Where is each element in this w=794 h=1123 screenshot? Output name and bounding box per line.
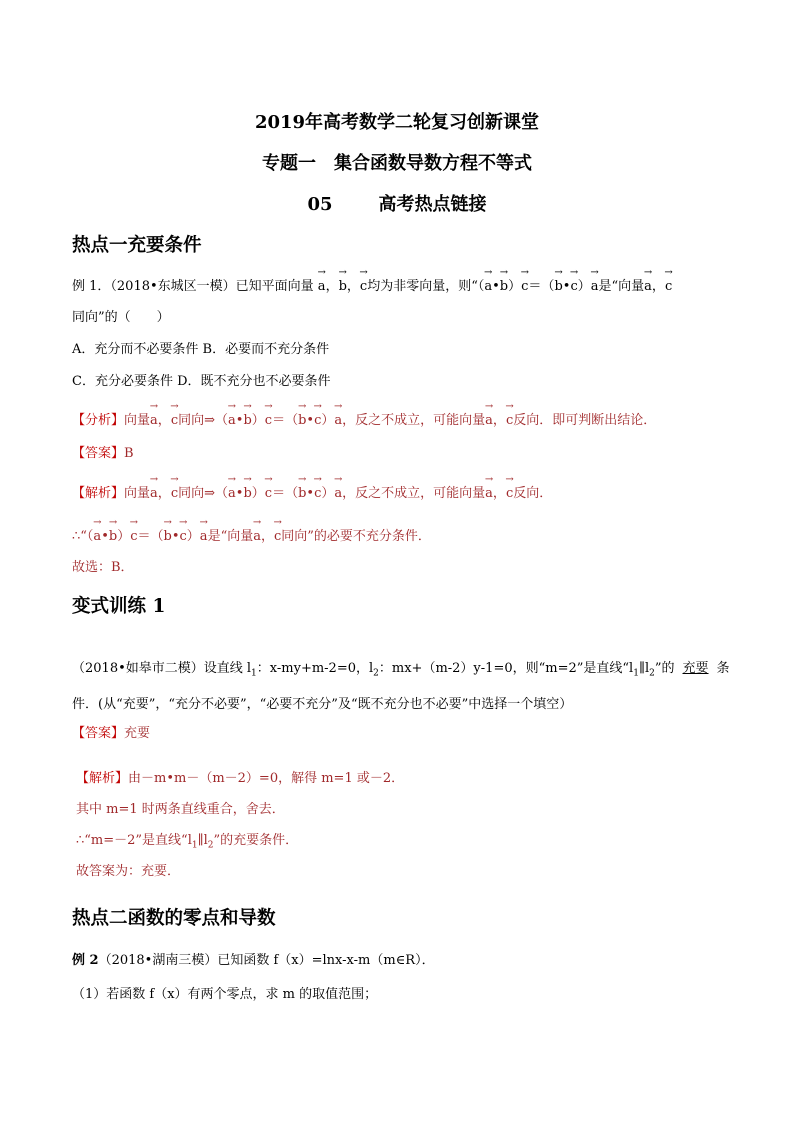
vector-c: → c — [360, 276, 367, 295]
section-number: 05 — [307, 194, 333, 215]
doc-subtitle: 专题一 集合函数导数方程不等式 — [262, 153, 532, 174]
variant-answer-line — [72, 726, 150, 742]
example-1-line-2: 同向”的（ ） — [72, 310, 170, 325]
variant-solution-line-2: 其中 m=1 时两条直线重合，舍去． — [76, 802, 285, 817]
doc-title: 2019年高考数学二轮复习创新课堂 — [254, 112, 540, 133]
fill-blank-answer: 充要 — [682, 661, 709, 676]
example-2-line: 例 2（2018•湖南三模）已知函数 f（x）=lnx-x-m（m∈R）． — [72, 953, 435, 968]
answer-value: B — [124, 446, 134, 461]
variant-solution-line-3: ∴“m=－2”是直线“$l_1\parallel l_2$”的充要条件． — [76, 833, 299, 851]
vector-a: → a — [318, 276, 326, 295]
example-2-question-1: （1）若函数 f（x）有两个零点，求 m 的取值范围； — [72, 987, 378, 1002]
variant-training-heading: 变式训练 1 — [72, 596, 166, 617]
solution-line-2: ∴“（→ a•→ b）→ c＝（→ b•→ c）→ a是“向量→ a，→ c同向”的必要不充分条件． — [72, 526, 431, 545]
variant-problem-line-1: （2018•如皋市二模）设直线 $l_1$：x-my+m-2=0，$l_2$：mx+（m-2）y-1=0，则“m=2”是直线“$l_1\parallel l_2$”的 充要 条 — [72, 661, 730, 679]
variant-solution-tag: 【解析】 — [76, 771, 129, 786]
analysis-line: 【分析】向量→ a，→ c同向⇒（→ a•→ b）→ c＝（→ b•→ c）→ a，反之不成立，可能向量→ a，→ c反向．即可判断出结论． — [72, 410, 656, 429]
variant-answer-value: 充要 — [124, 726, 151, 741]
answer-tag: 【答案】 — [72, 446, 125, 461]
variant-answer-tag: 【答案】 — [72, 726, 125, 741]
solution-line-3: 故选：B． — [72, 560, 134, 575]
example-1-line-1: 例 1．（2018•东城区一模）已知平面向量 → a，→ b，→ c均为非零向量，则“（→ a•→ b）→ c＝（→ b•→ c）→ a是“向量→ a，→ c — [72, 276, 672, 295]
example-2-tag: 例 2 — [72, 953, 99, 968]
solution-tag: 【解析】 — [72, 486, 125, 501]
option-line-2: C．充分必要条件 D．既不充分也不必要条件 — [72, 374, 331, 389]
section-name: 高考热点链接 — [378, 194, 487, 215]
hotspot-1-heading: 热点一充要条件 — [72, 235, 202, 256]
variant-problem-line-2: 件．(从“充要”，“充分不必要”，“必要不充分”及“既不充分也不必要”中选择一个填空） — [72, 697, 573, 712]
variant-solution-line-1: 【解析】由－m•m－（m－2）=0，解得 m=1 或－2． — [76, 771, 405, 786]
doc-section-title — [0, 190, 794, 216]
variant-solution-line-4: 故答案为：充要． — [76, 864, 181, 879]
analysis-tag: 【分析】 — [72, 413, 125, 428]
answer-line — [72, 446, 134, 462]
vector-b: → b — [339, 276, 347, 295]
hotspot-2-heading: 热点二函数的零点和导数 — [72, 908, 276, 929]
solution-line-1: 【解析】向量→ a，→ c同向⇒（→ a•→ b）→ c＝（→ b•→ c）→ a，反之不成立，可能向量→ a，→ c反向． — [72, 483, 552, 502]
option-line-1: A．充分而不必要条件 B．必要而不充分条件 — [72, 342, 330, 357]
